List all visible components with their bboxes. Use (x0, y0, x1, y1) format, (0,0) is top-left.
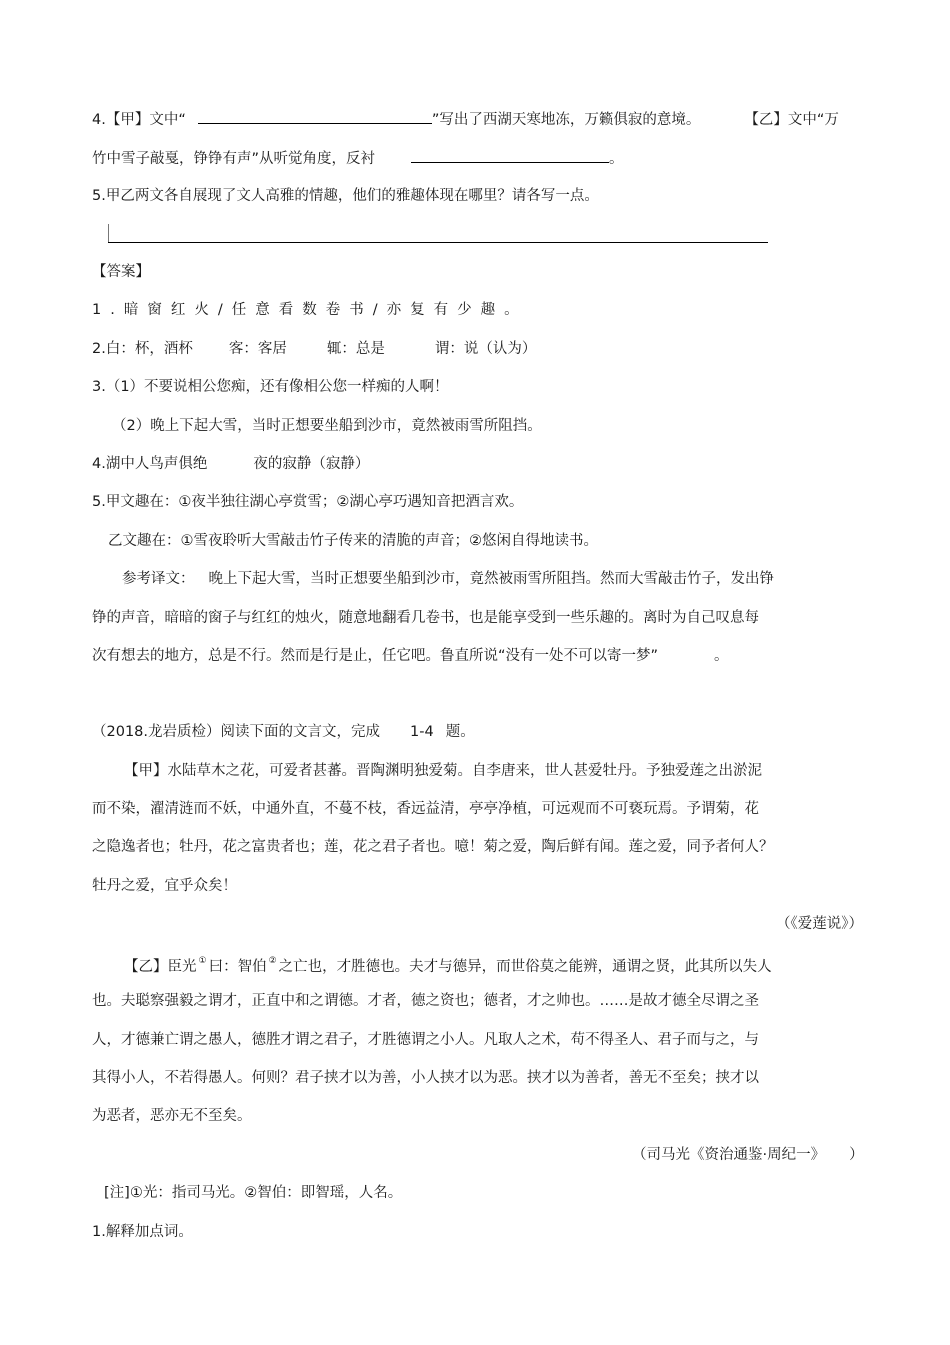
q4-prefix: 4.【甲】文中“ (92, 112, 186, 128)
ref-translation-line3: 次有想去的地方，总是不行。然而是行是止，任它吧。鲁直所说“没有一处不可以寄一梦” 。 (92, 648, 729, 664)
passage-yi-source: （司马光《资治通鉴·周纪一》 ） (632, 1147, 864, 1163)
q4-line1 (92, 109, 839, 130)
annotation-note: [注]①光：指司马光。②智伯：即智瑶，人名。 (104, 1185, 403, 1201)
q4-line2 (92, 148, 624, 169)
answer-2 (92, 339, 536, 359)
passage-yi-line5: 为恶者，恶亦无不至矣。 (92, 1108, 252, 1124)
ref-translation-line2: 铮的声音，暗暗的窗子与红红的烛火，随意地翻看几卷书，也是能享受到一些乐趣的。离时为自己叹息每 (92, 610, 759, 626)
section-2-intro: （2018.龙岩质检）阅读下面的文言文，完成 1-4 题。 (92, 724, 475, 740)
footnote-marker-1: ① (198, 956, 207, 966)
passage-jia-line4: 牡丹之爱，宜乎众矣！ (92, 878, 237, 894)
answer-2b: 客：客居 (228, 341, 287, 357)
passage-yi-line2: 也。夫聪察强毅之谓才，正直中和之谓德。才者，德之资也；德者，才之帅也。……是故才德全尽谓之圣 (92, 993, 759, 1009)
q4-blank-1[interactable] (198, 109, 432, 124)
ref-translation-line1: 参考译文： 晚上下起大雪，当时正想要坐船到沙市，竟然被雨雪所阻挡。然而大雪敲击竹子，发出铮 (122, 571, 774, 587)
q4-continue: 竹中雪子敲戛，铮铮有声”从听觉角度，反衬 (92, 151, 376, 167)
passage-jia-line1: 【甲】水陆草木之花，可爱者甚蕃。晋陶渊明独爱菊。自李唐来，世人甚爱牡丹。予独爱莲之出淤泥 (124, 763, 762, 779)
answer-4a: 4.湖中人鸟声俱绝 (92, 456, 208, 472)
answer-1: 1.暗窗红火/任意看数卷书/亦复有少趣。 (92, 302, 528, 318)
q4-end: 。 (609, 151, 624, 167)
q4-middle: ”写出了西湖天寒地冻，万籁俱寂的意境。 (431, 112, 701, 128)
answer-2c: 辄：总是 (326, 341, 385, 357)
answer-4 (92, 454, 369, 474)
answer-2d: 谓：说（认为） (434, 341, 537, 357)
answer-heading: 【答案】 (92, 264, 150, 280)
ref-label: 参考译文： (122, 571, 195, 587)
passage-yi-line3: 人，才德兼亡谓之愚人，德胜才谓之君子，才胜德谓之小人。凡取人之术，苟不得圣人、君子而与之，与 (92, 1032, 759, 1048)
passage-yi-line1: 【乙】臣光 ① 曰：智伯 ② 之亡也，才胜德也。夫才与德异，而世俗莫之能辨，通谓之贤，此其所以失人 (124, 956, 772, 975)
q5-text: 5.甲乙两文各自展现了文人高雅的情趣，他们的雅趣体现在哪里？请各写一点。 (92, 188, 599, 204)
answer-4b: 夜的寂静（寂静） (253, 456, 370, 472)
footnote-marker-2: ② (268, 956, 277, 966)
q4-blank-2[interactable] (411, 148, 609, 163)
answer-5-2: 乙文趣在：①雪夜聆听大雪敲击竹子传来的清脆的声音；②悠闲自得地读书。 (108, 533, 598, 549)
q5-answer-line[interactable] (108, 242, 768, 243)
answer-box-left-edge (108, 224, 109, 243)
passage-jia-line2: 而不染，濯清涟而不妖，中通外直，不蔓不枝，香远益清，亭亭净植，可远观而不可亵玩焉。予谓菊，花 (92, 801, 759, 817)
answer-3-2: （2）晚上下起大雪，当时正想要坐船到沙市，竟然被雨雪所阻挡。 (112, 418, 542, 434)
answer-5-1: 5.甲文趣在：①夜半独往湖心亭赏雪；②湖心亭巧遇知音把酒言欢。 (92, 494, 524, 510)
question-1: 1.解释加点词。 (92, 1224, 193, 1240)
answer-2a: 2.白：杯，酒杯 (92, 341, 193, 357)
passage-yi-line4: 其得小人，不若得愚人。何则？君子挟才以为善，小人挟才以为恶。挟才以为善者，善无不至矣；挟才以 (92, 1070, 759, 1086)
q4-yi-start: 【乙】文中“万 (744, 112, 839, 128)
answer-3-1: 3.（1）不要说相公您痴，还有像相公您一样痴的人啊！ (92, 379, 449, 395)
passage-jia-line3: 之隐逸者也；牡丹，花之富贵者也；莲，花之君子者也。噫！菊之爱，陶后鲜有闻。莲之爱，同予者何人？ (92, 839, 774, 855)
passage-jia-source: （《爱莲说》） (776, 916, 863, 932)
